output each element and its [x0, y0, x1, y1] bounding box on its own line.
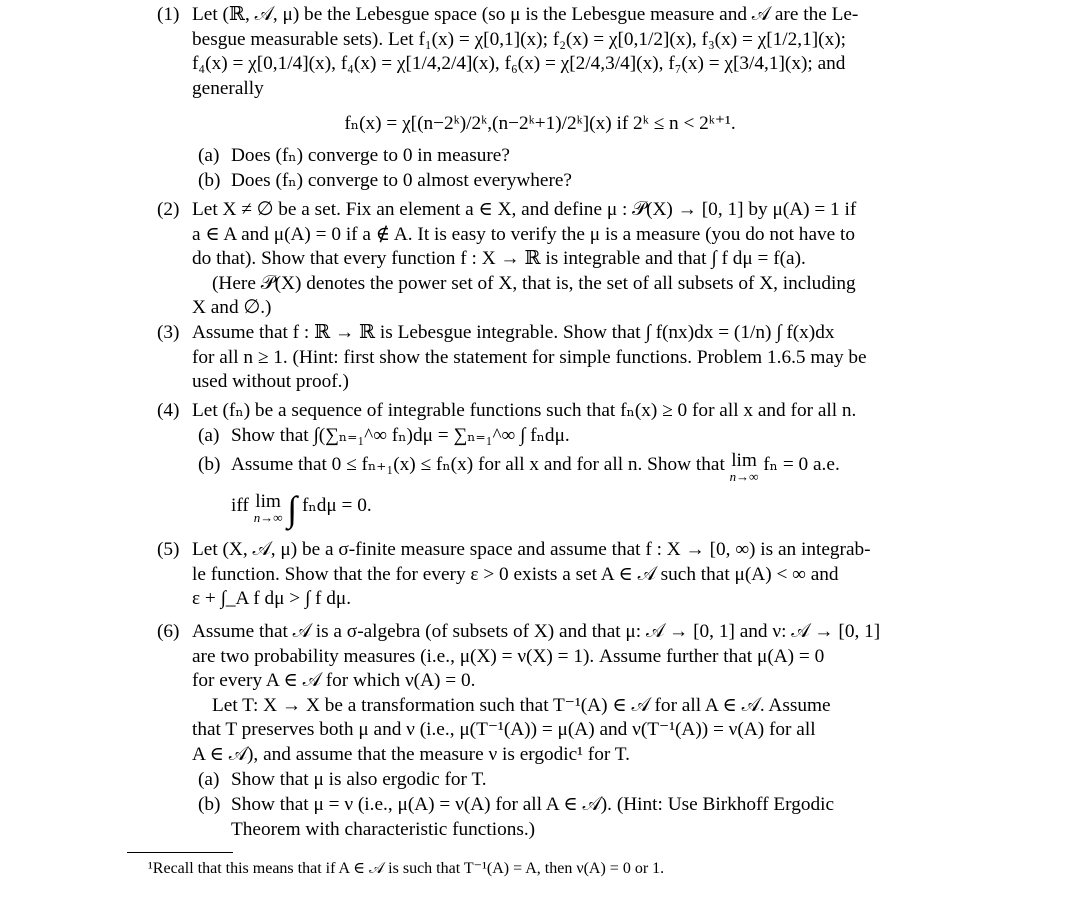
problem-4-part-b-lim: lim	[731, 450, 757, 471]
problem-6-part-a-label: (a)	[198, 769, 220, 790]
problem-4	[157, 399, 938, 424]
problem-6-part-a-text: Show that μ is also ergodic for T.	[231, 769, 487, 790]
problem-3-number: (3)	[157, 322, 180, 343]
problem-2-number: (2)	[157, 199, 180, 220]
problem-4-part-b-iff-post: fₙdμ = 0.	[302, 495, 372, 516]
problem-6-part-b	[198, 793, 938, 842]
problem-6	[157, 620, 938, 767]
problem-4-part-b-iff-word: iff	[231, 495, 249, 516]
problem-1-part-a	[198, 144, 938, 169]
problem-4-number: (4)	[157, 400, 180, 421]
problem-6-line-1: Assume that 𝒜 is a σ-algebra (of subsets of X) and that μ: 𝒜 → [0, 1] and ν: 𝒜 → [0, 1]	[192, 621, 881, 642]
problem-6-part-b-label: (b)	[198, 794, 221, 815]
problem-2-line-2: a ∈ A and μ(A) = 0 if a ∉ A. It is easy to verify the μ is a measure (you do not have to	[192, 223, 856, 245]
problem-4-part-a	[198, 424, 938, 449]
problem-5	[157, 538, 938, 612]
problem-6-part-b-line-1: Show that μ = ν (i.e., μ(A) = ν(A) for all A ∈ 𝒜). (Hint: Use Birkhoff Ergodic	[231, 794, 835, 815]
problem-1-line-2: besgue measurable sets). Let f₁(x) = χ[0,1](x); f₂(x) = χ[0,1/2](x), f₃(x) = χ[1/2,1](x);	[192, 28, 847, 50]
problem-6-part-b-line-2: Theorem with characteristic functions.)	[231, 818, 536, 840]
problem-3-line-1: Assume that f : ℝ → ℝ is Lebesgue integrable. Show that ∫ f(nx)dx = (1/n) ∫ f(x)dx	[192, 322, 835, 343]
problem-2	[157, 198, 938, 321]
problem-3-line-3: used without proof.)	[192, 371, 349, 392]
problem-3-line-2: for all n ≥ 1. (Hint: first show the statement for simple functions. Problem 1.6.5 may be	[192, 346, 867, 368]
problem-6-line-2: are two probability measures (i.e., μ(X) = ν(X) = 1). Assume further that μ(A) = 0	[192, 645, 825, 667]
problem-2-line-1: Let X ≠ ∅ be a set. Fix an element a ∈ X, and define μ : 𝒫(X) → [0, 1] by μ(A) = 1 if	[192, 199, 857, 220]
problem-5-line-1: Let (X, 𝒜, μ) be a σ-finite measure space and assume that f : X → [0, ∞) is an integrab-	[192, 539, 871, 560]
problem-4-part-b-label: (b)	[198, 454, 221, 475]
problem-6-part-a	[198, 768, 938, 793]
footnote-rule	[127, 852, 233, 853]
problem-4-part-b-lim-under: n→∞	[729, 469, 759, 484]
problem-4-part-b-limit	[729, 450, 759, 485]
problem-5-line-2: le function. Show that the for every ε > 0 exists a set A ∈ 𝒜 such that μ(A) < ∞ and	[192, 563, 839, 585]
problem-6-line-3: for every A ∈ 𝒜 for which ν(A) = 0.	[192, 670, 476, 691]
problem-4-part-b-iff-lim-under: n→∞	[253, 510, 283, 525]
problem-1-display-formula: fₙ(x) = χ[(n−2ᵏ)/2ᵏ,(n−2ᵏ+1)/2ᵏ](x) if 2ᵏ ≤ n < 2ᵏ⁺¹.	[344, 113, 736, 134]
problem-2-note-line-1: (Here 𝒫(X) denotes the power set of X, that is, the set of all subsets of X, including	[212, 272, 856, 294]
problem-1-part-b-text: Does (fₙ) converge to 0 almost everywhere?	[231, 170, 572, 191]
problem-6-number: (6)	[157, 621, 180, 642]
problem-4-part-b-iff-lim: lim	[255, 491, 281, 512]
problem-4-part-a-text: Show that ∫(∑ₙ₌₁^∞ fₙ)dμ = ∑ₙ₌₁^∞ ∫ fₙdμ.	[231, 425, 570, 446]
problem-1-line-4: generally	[192, 77, 264, 99]
integral-sign: ∫	[287, 489, 298, 529]
problem-4-part-a-label: (a)	[198, 425, 220, 446]
problem-1-part-a-text: Does (fₙ) converge to 0 in measure?	[231, 145, 510, 166]
problem-1-line-1: Let (ℝ, 𝒜, μ) be the Lebesgue space (so μ is the Lebesgue measure and 𝒜 are the Le-	[192, 4, 859, 25]
problem-6-para-line-3: A ∈ 𝒜), and assume that the measure ν is ergodic¹ for T.	[192, 743, 630, 765]
problem-4-part-b-text-pre: Assume that 0 ≤ fₙ₊₁(x) ≤ fₙ(x) for all x and for all n. Show that	[231, 454, 725, 475]
problem-1-part-b	[198, 169, 938, 194]
problem-1-line-3: f₄(x) = χ[0,1/4](x), f₄(x) = χ[1/4,2/4](x), f₆(x) = χ[2/4,3/4](x), f₇(x) = χ[3/4,1](x); and	[192, 53, 846, 74]
problem-6-para-line-2: that T preserves both μ and ν (i.e., μ(T⁻¹(A)) = μ(A) and ν(T⁻¹(A)) = ν(A) for all	[192, 719, 816, 740]
problem-1-part-b-label: (b)	[198, 170, 221, 191]
problem-2-line-3: do that). Show that every function f : X → ℝ is integrable and that ∫ f dμ = f(a).	[192, 248, 806, 269]
problem-4-part-b-text-post: fₙ = 0 a.e.	[763, 454, 840, 475]
problem-1	[157, 3, 938, 101]
footnote: ¹Recall that this means that if A ∈ 𝒜 is such that T⁻¹(A) = A, then ν(A) = 0 or 1.	[148, 860, 665, 877]
problem-3	[157, 321, 938, 395]
problem-2-note-line-2: X and ∅.)	[192, 297, 272, 318]
problem-4-line-1: Let (fₙ) be a sequence of integrable functions such that fₙ(x) ≥ 0 for all x and for all n.	[192, 400, 857, 421]
problem-1-number: (1)	[157, 4, 180, 25]
problem-5-line-3: ε + ∫_A f dμ > ∫ f dμ.	[192, 588, 352, 609]
problem-5-number: (5)	[157, 539, 180, 560]
problem-6-para-line-1: Let T: X → X be a transformation such that T⁻¹(A) ∈ 𝒜 for all A ∈ 𝒜. Assume	[212, 694, 831, 716]
problem-4-part-b-iff-limit	[253, 491, 283, 526]
problem-4-part-b-iff	[198, 489, 938, 529]
problem-1-part-a-label: (a)	[198, 145, 220, 166]
problem-4-part-b	[198, 450, 938, 485]
